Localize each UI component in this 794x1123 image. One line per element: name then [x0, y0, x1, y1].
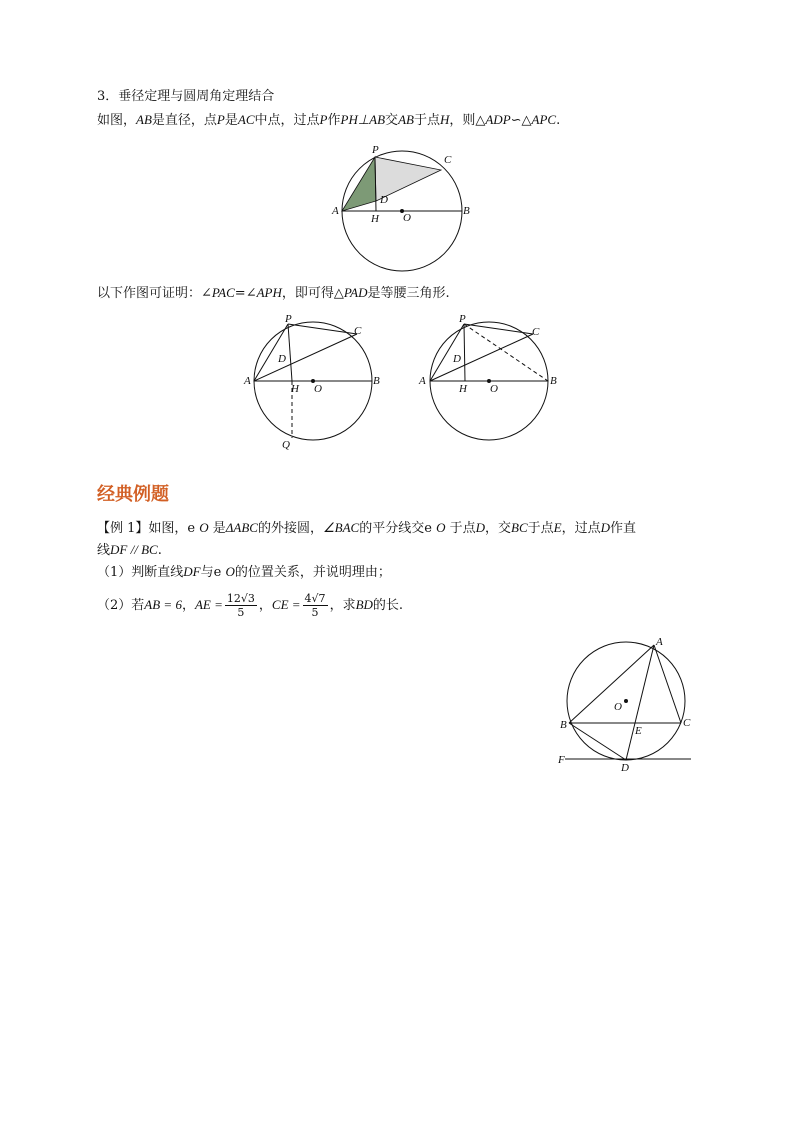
- figure-proof-right: [417, 312, 567, 452]
- label-C: C: [444, 154, 452, 166]
- label-D: D: [621, 762, 629, 774]
- label-E: E: [635, 725, 642, 737]
- question-1: （1）判断直线DF与e O的位置关系，并说明理由；: [97, 564, 391, 580]
- figure-similar-triangles: [330, 140, 480, 272]
- fraction-ae: $\frac{12√3}{5}$: [226, 592, 255, 619]
- fraction-ce: $\frac{4√7}{5}$: [304, 592, 326, 619]
- label-B: B: [373, 375, 380, 387]
- label-O: O: [614, 701, 622, 713]
- label-H: H: [459, 383, 467, 395]
- label-B: B: [550, 375, 557, 387]
- arc-ac: AC: [237, 112, 255, 127]
- label-A: A: [656, 636, 663, 648]
- label-D: D: [453, 353, 461, 365]
- label-P: P: [285, 313, 292, 325]
- example1-line2: 线DF // BC.: [97, 542, 162, 558]
- label-A: A: [332, 205, 339, 217]
- label-C: C: [354, 325, 362, 337]
- label-O: O: [490, 383, 498, 395]
- label-O: O: [403, 212, 411, 224]
- proof-line: 以下作图可证明：∠PAC=∠APH，即可得△PAD是等腰三角形.: [97, 285, 450, 301]
- label-O: O: [314, 383, 322, 395]
- figure-proof-left: [240, 312, 390, 452]
- figure-example1: [555, 632, 700, 774]
- section-title: 经典例题: [97, 484, 169, 505]
- section3-heading: 3．垂径定理与圆周角定理结合: [97, 89, 275, 104]
- label-F: F: [558, 754, 565, 766]
- label-B: B: [463, 205, 470, 217]
- label-B: B: [560, 719, 567, 731]
- label-D: D: [380, 194, 388, 206]
- label-P: P: [372, 144, 379, 156]
- question-2: （2）若AB = 6，AE = $\frac{12√3}{5}$ ，CE = $\frac{4√7}{5}$ ，求BD的长.: [97, 592, 404, 619]
- label-P: P: [459, 313, 466, 325]
- example1-line1: 【例 1】如图，e O 是ΔABC的外接圆，∠BAC的平分线交e O 于点D，交BC于点E，过点D作直: [97, 520, 637, 536]
- label-C: C: [683, 717, 691, 729]
- section3-statement: 如图，AB是直径，点P是AC中点，过点P作PH⊥AB交AB于点H，则△ADP∽△APC.: [97, 112, 561, 128]
- label-H: H: [291, 383, 299, 395]
- label-C: C: [532, 326, 540, 338]
- label-A: A: [244, 375, 251, 387]
- label-H: H: [371, 213, 379, 225]
- shaded-triangle-adp: [342, 157, 376, 211]
- label-A: A: [419, 375, 426, 387]
- label-D: D: [278, 353, 286, 365]
- label-Q: Q: [282, 439, 290, 451]
